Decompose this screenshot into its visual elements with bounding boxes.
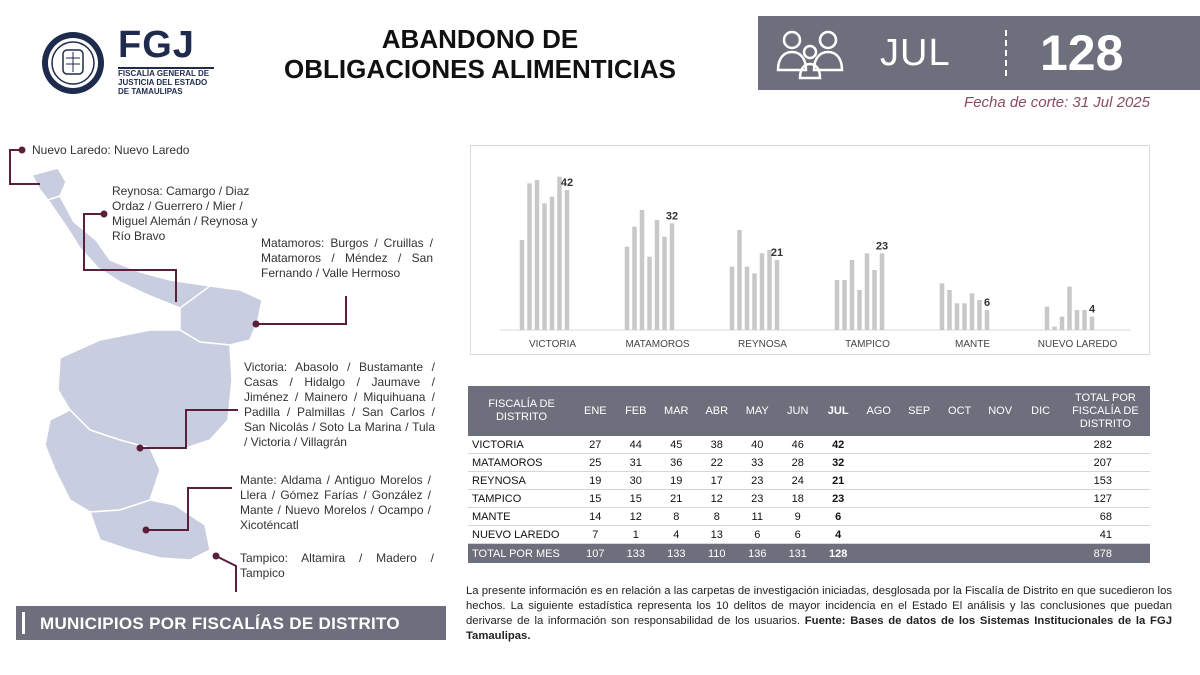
row-month-value: 8 [697, 508, 737, 526]
row-month-value: 19 [656, 472, 697, 490]
row-fiscalia-name: TAMPICO [468, 490, 575, 508]
chart-bar [835, 280, 840, 330]
page-title [260, 24, 700, 84]
row-month-value [858, 454, 899, 472]
row-month-value: 44 [616, 436, 656, 454]
table-row [468, 526, 1150, 544]
footer-label: TOTAL POR MES [468, 544, 575, 564]
footer-month-value [980, 544, 1021, 564]
row-month-value: 45 [656, 436, 697, 454]
header-month: DIC [1020, 386, 1060, 436]
logo-subtitle-line: FISCALÍA GENERAL DE [118, 69, 210, 78]
row-month-value: 28 [778, 454, 818, 472]
footer-month-value: 133 [616, 544, 656, 564]
chart-bar [527, 183, 532, 330]
chart-bar [962, 303, 967, 330]
row-month-value: 1 [616, 526, 656, 544]
chart-bar [565, 190, 570, 330]
header-month: MAY [737, 386, 778, 436]
row-month-value [858, 508, 899, 526]
row-month-value [939, 454, 980, 472]
page-title-line: OBLIGACIONES ALIMENTICIAS [284, 54, 676, 84]
header-month: SEP [899, 386, 939, 436]
footer-month-value: 107 [575, 544, 615, 564]
row-month-value [980, 508, 1021, 526]
cutoff-date: Fecha de corte: 31 Jul 2025 [964, 94, 1150, 111]
row-month-value: 14 [575, 508, 615, 526]
row-month-value [980, 490, 1021, 508]
row-month-value: 18 [778, 490, 818, 508]
header-total: TOTAL POR FISCALÍA DE DISTRITO [1061, 386, 1150, 436]
chart-bar [520, 240, 525, 330]
row-month-value: 23 [737, 472, 778, 490]
row-month-value [1020, 436, 1060, 454]
table-row [468, 454, 1150, 472]
row-month-value [1020, 472, 1060, 490]
chart-bar [752, 273, 757, 330]
chart-bar [857, 290, 862, 330]
footnote-source: Fuente: Bases de datos de los Sistemas Institucionales de la FGJ Tamaulipas. [466, 615, 1173, 642]
header-month: JUL [818, 386, 858, 436]
chart-bar [1060, 317, 1065, 330]
footer-month-value: 136 [737, 544, 778, 564]
row-month-value [899, 490, 939, 508]
row-month-value: 30 [616, 472, 656, 490]
row-month-value [858, 472, 899, 490]
row-month-value: 6 [737, 526, 778, 544]
row-total: 207 [1061, 454, 1150, 472]
data-table [468, 386, 1150, 563]
chart-bar [1052, 327, 1057, 330]
chart-bar [977, 300, 982, 330]
row-month-value: 17 [697, 472, 737, 490]
chart-bar [1075, 310, 1080, 330]
row-month-value [939, 490, 980, 508]
chart-bar [1082, 310, 1087, 330]
row-fiscalia-name: VICTORIA [468, 436, 575, 454]
chart-bar [550, 197, 555, 330]
chart-bar [940, 283, 945, 330]
footer-month-value [939, 544, 980, 564]
row-month-value: 15 [616, 490, 656, 508]
chart-data-label: 42 [560, 177, 574, 189]
chart-bar [760, 253, 765, 330]
logo-subtitle [118, 69, 228, 96]
row-month-value [980, 526, 1021, 544]
chart-bar [535, 180, 540, 330]
header-month: NOV [980, 386, 1021, 436]
chart-bar [865, 253, 870, 330]
chart-bar [970, 293, 975, 330]
table-row [468, 508, 1150, 526]
row-month-value: 40 [737, 436, 778, 454]
row-month-value: 33 [737, 454, 778, 472]
header-month: ABR [697, 386, 737, 436]
chart-bar [745, 267, 750, 330]
row-month-value [899, 454, 939, 472]
row-total: 68 [1061, 508, 1150, 526]
row-total: 153 [1061, 472, 1150, 490]
header-month: MAR [656, 386, 697, 436]
month-total: 128 [1040, 25, 1124, 81]
chart-bar [1067, 287, 1072, 330]
footer-month-value: 133 [656, 544, 697, 564]
row-month-value: 13 [697, 526, 737, 544]
row-month-value: 21 [656, 490, 697, 508]
footer-month-value [899, 544, 939, 564]
row-month-value [1020, 490, 1060, 508]
chart-data-label: 23 [875, 240, 889, 253]
region-victoria: Victoria: Abasolo / Bustamante / Casas / Hidalgo / Jaumave / Jiménez / Mainero / Miquihuana / Padilla / Palmillas / San Carlos / San Nicolás / Soto La Marina / Tula / Victoria / Villagrán [244, 360, 435, 449]
row-month-value: 23 [737, 490, 778, 508]
chart-bar [872, 270, 877, 330]
chart-bar [647, 257, 652, 330]
chart-bar [662, 237, 667, 330]
logo-subtitle-line: DE TAMAULIPAS [118, 87, 183, 96]
footer-month-value [858, 544, 899, 564]
chart-bar [985, 310, 990, 330]
row-month-value: 7 [575, 526, 615, 544]
row-month-value [939, 526, 980, 544]
fgj-seal-logo [40, 30, 106, 96]
chart-bar [632, 227, 637, 330]
table-header-row [468, 386, 1150, 436]
row-month-value [939, 436, 980, 454]
row-month-value: 32 [818, 454, 858, 472]
row-month-value [899, 472, 939, 490]
header-month: JUN [778, 386, 818, 436]
footer-month-value: 128 [818, 544, 858, 564]
row-total: 282 [1061, 436, 1150, 454]
row-month-value [1020, 526, 1060, 544]
chart-category-label: MANTE [955, 339, 990, 350]
row-month-value: 19 [575, 472, 615, 490]
region-tampico: Tampico: Altamira / Madero / Tampico [240, 551, 434, 580]
row-month-value [980, 454, 1021, 472]
row-total: 127 [1061, 490, 1150, 508]
section-banner-bar [22, 612, 25, 634]
chart-bar [625, 247, 630, 330]
row-month-value: 21 [818, 472, 858, 490]
region-matamoros: Matamoros: Burgos / Cruillas / Matamoros / Méndez / San Fernando / Valle Hermoso [261, 236, 433, 280]
month-divider [1005, 30, 1007, 76]
chart-bar [670, 223, 675, 330]
row-fiscalia-name: REYNOSA [468, 472, 575, 490]
table-row [468, 436, 1150, 454]
footnote-text: La presente información es en relación a las carpetas de investigación iniciadas, desglosada por la Fiscalía de Distrito en que sucedieron los hechos. La siguiente estadística representa los 10 delitos de mayor incidencia en el Estado El análisis y las conclusiones que puedan derivarse de la información son responsabilidad de los usuarios. [466, 585, 1172, 627]
fiscalia-table [468, 386, 1150, 563]
chart-data-label: 32 [665, 210, 679, 223]
chart-bar [557, 177, 562, 330]
row-month-value: 23 [818, 490, 858, 508]
chart-bar [542, 203, 547, 330]
chart-bar [655, 220, 660, 330]
chart-bar [775, 260, 780, 330]
header-month: ENE [575, 386, 615, 436]
chart-data-label: 4 [1088, 303, 1096, 316]
leader-line-tampico [216, 556, 236, 592]
region-reynosa: Reynosa: Camargo / Diaz Ordaz / Guerrero / Mier / Miguel Alemán / Reynosa y Río Bravo [112, 184, 258, 243]
row-fiscalia-name: NUEVO LAREDO [468, 526, 575, 544]
month-label: JUL [880, 32, 951, 74]
row-month-value: 12 [616, 508, 656, 526]
family-icon [770, 22, 850, 82]
row-month-value: 4 [656, 526, 697, 544]
chart-bar [850, 260, 855, 330]
logo-wordmark: FGJ [118, 24, 195, 66]
chart-bar [1045, 307, 1050, 330]
row-month-value [858, 436, 899, 454]
row-month-value [899, 526, 939, 544]
region-mante: Mante: Aldama / Antiguo Morelos / Llera / Gómez Farías / González / Mante / Nuevo Morelos / Ocampo / Xicoténcatl [240, 473, 431, 532]
footer-month-value: 131 [778, 544, 818, 564]
chart-bar [880, 253, 885, 330]
row-month-value: 46 [778, 436, 818, 454]
chart-category-label: MATAMOROS [625, 339, 690, 350]
header-fiscalia: FISCALÍA DE DISTRITO [468, 386, 575, 436]
chart-bar [730, 267, 735, 330]
row-fiscalia-name: MATAMOROS [468, 454, 575, 472]
header-month: OCT [939, 386, 980, 436]
bar-chart [470, 145, 1150, 355]
chart-category-label: TAMPICO [845, 339, 890, 350]
row-month-value: 22 [697, 454, 737, 472]
row-month-value: 24 [778, 472, 818, 490]
page-title-line: ABANDONO DE [381, 24, 579, 54]
footer-month-value [1020, 544, 1060, 564]
row-month-value [899, 436, 939, 454]
section-label: MUNICIPIOS POR FISCALÍAS DE DISTRITO [40, 614, 400, 633]
row-month-value [1020, 454, 1060, 472]
row-month-value [939, 472, 980, 490]
chart-bar [842, 280, 847, 330]
chart-bar [955, 303, 960, 330]
header-month: FEB [616, 386, 656, 436]
row-month-value [980, 436, 1021, 454]
row-month-value [939, 508, 980, 526]
footer-total: 878 [1061, 544, 1150, 564]
chart-bar [737, 230, 742, 330]
leader-line-matamoros [256, 296, 346, 324]
chart-data-label: 6 [983, 297, 991, 309]
row-month-value: 11 [737, 508, 778, 526]
row-month-value [858, 526, 899, 544]
row-month-value: 25 [575, 454, 615, 472]
region-nuevo-laredo: Nuevo Laredo: Nuevo Laredo [32, 143, 190, 157]
row-month-value: 9 [778, 508, 818, 526]
chart-category-label: REYNOSA [738, 339, 787, 350]
chart-category-label: NUEVO LAREDO [1037, 339, 1118, 350]
row-month-value: 4 [818, 526, 858, 544]
table-row [468, 490, 1150, 508]
row-month-value [980, 472, 1021, 490]
row-fiscalia-name: MANTE [468, 508, 575, 526]
row-month-value: 27 [575, 436, 615, 454]
footnote [466, 584, 1172, 644]
table-footer-row [468, 544, 1150, 564]
row-month-value [858, 490, 899, 508]
row-month-value: 36 [656, 454, 697, 472]
table-row [468, 472, 1150, 490]
row-month-value: 38 [697, 436, 737, 454]
row-month-value: 31 [616, 454, 656, 472]
row-month-value: 15 [575, 490, 615, 508]
chart-category-label: VICTORIA [528, 339, 577, 350]
chart-bar [767, 250, 772, 330]
row-month-value [1020, 508, 1060, 526]
row-month-value: 8 [656, 508, 697, 526]
row-month-value: 42 [818, 436, 858, 454]
chart-data-label: 21 [770, 247, 784, 259]
footer-month-value: 110 [697, 544, 737, 564]
header-month: AGO [858, 386, 899, 436]
chart-bar [947, 290, 952, 330]
chart-bar [1090, 317, 1095, 330]
row-month-value: 6 [818, 508, 858, 526]
row-month-value: 12 [697, 490, 737, 508]
row-month-value: 6 [778, 526, 818, 544]
row-total: 41 [1061, 526, 1150, 544]
logo-subtitle-line: JUSTICIA DEL ESTADO [118, 78, 208, 87]
chart-bar [640, 210, 645, 330]
row-month-value [899, 508, 939, 526]
